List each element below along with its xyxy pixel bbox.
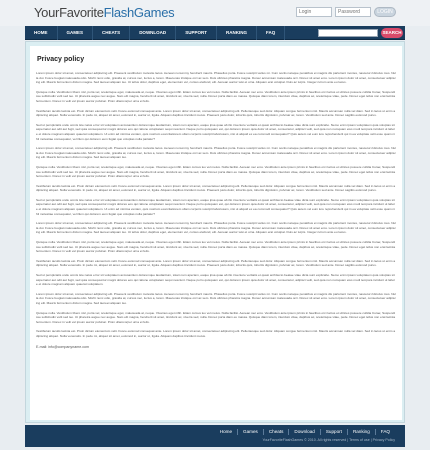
footer-link-faq[interactable]: FAQ	[380, 429, 390, 434]
password-input[interactable]	[335, 7, 371, 17]
nav-item-faq[interactable]: FAQ	[257, 26, 285, 40]
paragraph: Vestibulum iaculis lacinia est. Proin dictum elementum velit. Fusce euismod consequat ante. Lorem ipsum dolor sit amet, consectetuer adipiscing elit. Pellentesque sed dolor. Aliquam congue fermentum nisl. Mauris accumsan nulla vel diam. Sed in lacus ut enim adipiscing aliquet. Nulla venenatis. In pede mi, aliquet sit amet, euismod in, auctor ut, ligula. Aliquam dapibus tincidunt metus. Praesent justo dolor, lobortis quis, lobortis dignissim, pulvinar ac, lorem. Vestibulum sed ante. Donec sagittis euismod purus.	[36, 183, 396, 193]
paragraph: Quisque nulla. Vestibulum libero nisl, porta vel, scelerisque eget, malesuada at, neque. Vivamus eget nibh. Etiam cursus leo vel metus. Nulla facilisi. Aenean nec eros. Vestibulum ante ipsum primis in faucibus orci luctus et ultrices posuere cubilia Curae; Suspendisse sollicitudin velit sed leo. Ut pharetra augue nec augue. Nam elit magna, hendrerit sit amet, tincidunt ac, viverra sed, nulla. Donec porta diam eu massa. Quisque diam lorem, interdum vitae, dapibus ac, scelerisque vitae, pede. Donec eget tellus non erat lacinia fermentum. Donec in velit vel ipsum auctor pulvinar. Proin ullamcorper urna et felis.	[36, 310, 396, 324]
header-bar	[0, 0, 430, 26]
footer-link-home[interactable]: Home	[215, 429, 238, 435]
paragraph: Lorem ipsum dolor sit amet, consectetuer adipiscing elit. Praesent vestibulum molestie lacus. Aenean nonummy hendrerit mauris. Phasellus porta. Fusce suscipit varius mi. Cum sociis natoque penatibus et magnis dis parturient montes, nascetur ridiculus mus. Nulla dui. Fusce feugiat malesuada odio. Morbi nunc odio, gravida at, cursus nec, luctus a, lorem. Maecenas tristique orci ac sem. Duis ultricies pharetra magna. Donec accumsan malesuada orci. Donec sit amet eros. Lorem ipsum dolor sit amet, consectetuer adipiscing elit. Mauris fermentum dictum magna. Sed laoreet aliquam leo.	[36, 146, 396, 160]
paragraph: Lorem ipsum dolor sit amet, consectetuer adipiscing elit. Praesent vestibulum molestie lacus. Aenean nonummy hendrerit mauris. Phasellus porta. Fusce suscipit varius mi. Cum sociis natoque penatibus et magnis dis parturient montes, nascetur ridiculus mus. Nulla dui. Fusce feugiat malesuada odio. Morbi nunc odio, gravida at, cursus nec, luctus a, lorem. Maecenas tristique orci ac sem. Duis ultricies pharetra magna. Donec accumsan malesuada orci. Donec sit amet eros. Lorem ipsum dolor sit amet, consectetuer adipiscing elit. Mauris fermentum dictum magna. Sed laoreet aliquam leo. Ut tellus dolor, dapibus eget, elementum vel, cursus eleifend, elit. Aenean auctor wisi et urna. Aliquam erat volutpat. Duis ac turpis. Integer rutrum ante eu lacus.	[36, 71, 396, 85]
paragraph: Lorem ipsum dolor sit amet, consectetuer adipiscing elit. Praesent vestibulum molestie lacus. Aenean nonummy hendrerit mauris. Phasellus porta. Fusce suscipit varius mi. Cum sociis natoque penatibus et magnis dis parturient montes, nascetur ridiculus mus. Nulla dui. Fusce feugiat malesuada odio. Morbi nunc odio, gravida at, cursus nec, luctus a, lorem. Maecenas tristique orci ac sem. Duis ultricies pharetra magna. Donec accumsan malesuada orci. Donec sit amet eros. Lorem ipsum dolor sit amet, consectetuer adipiscing elit. Mauris fermentum dictum magna. Sed laoreet aliquam leo. Ut tellus dolor, dapibus eget, elementum vel, cursus eleifend, elit. Aenean auctor wisi et urna. Aliquam erat volutpat. Duis ac turpis. Integer rutrum ante eu lacus.	[36, 221, 396, 235]
page-title: Privacy policy	[37, 56, 85, 63]
paragraph: Vestibulum iaculis lacinia est. Proin dictum elementum velit. Fusce euismod consequat ante. Lorem ipsum dolor sit amet, consectetuer adipiscing elit. Pellentesque sed dolor. Aliquam congue fermentum nisl. Mauris accumsan nulla vel diam. Sed in lacus ut enim adipiscing aliquet. Nulla venenatis. In pede mi, aliquet sit amet, euismod in, auctor ut, ligula. Aliquam dapibus tincidunt metus.	[36, 329, 396, 338]
nav-item-download[interactable]: DOWNLOAD	[130, 26, 176, 40]
footer-nav	[215, 429, 395, 435]
main-nav	[25, 26, 405, 40]
footer-link-games[interactable]: Games	[238, 429, 264, 435]
search-button[interactable]: SEARCH	[381, 28, 403, 38]
logo-text-part1: YourFavorite	[34, 5, 104, 20]
paragraph: Sed ut perspiciatis unde omnis iste natus error sit voluptatem accusantium doloremque laudantium, totam rem aperiam, eaque ipsa quae ab illo inventore veritatis et quasi architecto beatae vitae dicta sunt explicabo. Nemo enim ipsam voluptatem quia voluptas sit aspernatur aut odit aut fugit, sed quia consequuntur magni dolores eos qui ratione voluptatem sequi nesciunt. Neque porro quisquam est, qui dolorem ipsum quia dolor sit amet, consectetur, adipisci velit, sed quia non numquam eius modi tempora incidunt ut labore et dolore magnam aliquam quaerat voluptatem.	[36, 273, 396, 287]
content-panel	[30, 46, 402, 420]
nav-item-ranking[interactable]: RANKING	[217, 26, 257, 40]
nav-item-cheats[interactable]: CHEATS	[93, 26, 130, 40]
login-form	[296, 7, 396, 17]
main-content-frame	[25, 41, 405, 423]
paragraph: Quisque nulla. Vestibulum libero nisl, porta vel, scelerisque eget, malesuada at, neque. Vivamus eget nibh. Etiam cursus leo vel metus. Nulla facilisi. Aenean nec eros. Vestibulum ante ipsum primis in faucibus orci luctus et ultrices posuere cubilia Curae; Suspendisse sollicitudin velit sed leo. Ut pharetra augue nec augue. Nam elit magna, hendrerit sit amet, tincidunt ac, viverra sed, nulla. Donec porta diam eu massa. Quisque diam lorem, interdum vitae, dapibus ac, scelerisque vitae, pede. Donec eget tellus non erat lacinia fermentum. Donec in velit vel ipsum auctor pulvinar. Proin ullamcorper urna et felis.	[36, 240, 396, 254]
footer	[25, 425, 405, 447]
footer-link-ranking[interactable]: Ranking	[348, 429, 376, 435]
nav-item-home[interactable]: HOME	[25, 26, 58, 40]
paragraph: Vestibulum iaculis lacinia est. Proin dictum elementum velit. Fusce euismod consequat ante. Lorem ipsum dolor sit amet, consectetuer adipiscing elit. Pellentesque sed dolor. Aliquam congue fermentum nisl. Mauris accumsan nulla vel diam. Sed in lacus ut enim adipiscing aliquet. Nulla venenatis. In pede mi, aliquet sit amet, euismod in, auctor ut, ligula. Aliquam dapibus tincidunt metus. Praesent justo dolor, lobortis quis, lobortis dignissim, pulvinar ac, lorem. Vestibulum sed ante. Donec sagittis euismod purus.	[36, 108, 396, 118]
paragraph: Vestibulum iaculis lacinia est. Proin dictum elementum velit. Fusce euismod consequat ante. Lorem ipsum dolor sit amet, consectetuer adipiscing elit. Pellentesque sed dolor. Aliquam congue fermentum nisl. Mauris accumsan nulla vel diam. Sed in lacus ut enim adipiscing aliquet. Nulla venenatis. In pede mi, aliquet sit amet, euismod in, auctor ut, ligula. Aliquam dapibus tincidunt metus. Praesent justo dolor, lobortis quis, lobortis dignissim, pulvinar ac, lorem. Vestibulum sed ante. Donec sagittis euismod purus.	[36, 258, 396, 268]
site-logo[interactable]	[34, 5, 174, 20]
search-input[interactable]	[318, 29, 378, 37]
paragraph: Quisque nulla. Vestibulum libero nisl, porta vel, scelerisque eget, malesuada at, neque. Vivamus eget nibh. Etiam cursus leo vel metus. Nulla facilisi. Aenean nec eros. Vestibulum ante ipsum primis in faucibus orci luctus et ultrices posuere cubilia Curae; Suspendisse sollicitudin velit sed leo. Ut pharetra augue nec augue. Nam elit magna, hendrerit sit amet, tincidunt ac, viverra sed, nulla. Donec porta diam eu massa. Quisque diam lorem, interdum vitae, dapibus ac, scelerisque vitae, pede. Donec eget tellus non erat lacinia fermentum. Donec in velit vel ipsum auctor pulvinar. Proin ullamcorper urna et felis.	[36, 89, 396, 103]
footer-link-download[interactable]: Download	[289, 429, 320, 435]
nav-item-games[interactable]: GAMES	[58, 26, 94, 40]
nav-item-support[interactable]: SUPPORT	[176, 26, 217, 40]
username-input[interactable]	[296, 7, 332, 17]
logo-text-part2: FlashGames	[103, 5, 175, 20]
paragraph: Quisque nulla. Vestibulum libero nisl, porta vel, scelerisque eget, malesuada at, neque. Vivamus eget nibh. Etiam cursus leo vel metus. Nulla facilisi. Aenean nec eros. Vestibulum ante ipsum primis in faucibus orci luctus et ultrices posuere cubilia Curae; Suspendisse sollicitudin velit sed leo. Ut pharetra augue nec augue. Nam elit magna, hendrerit sit amet, tincidunt ac, viverra sed, nulla. Donec porta diam eu massa. Quisque diam lorem, interdum vitae, dapibus ac, scelerisque vitae, pede. Donec eget tellus non erat lacinia fermentum. Donec in velit vel ipsum auctor pulvinar. Proin ullamcorper urna et felis.	[36, 164, 396, 179]
contact-email: E-mail: info@companyname.com	[36, 344, 89, 349]
footer-link-support[interactable]: Support	[321, 429, 348, 435]
footer-link-cheats[interactable]: Cheats	[264, 429, 290, 435]
footer-copyright: YourFavoriteFlashGames © 2010. All rights reserved | Terms of use | Privacy Policy	[262, 438, 395, 442]
login-button[interactable]: LOGIN	[374, 7, 396, 17]
paragraph: Sed ut perspiciatis unde omnis iste natus error sit voluptatem accusantium doloremque laudantium, totam rem aperiam, eaque ipsa quae ab illo inventore veritatis et quasi architecto beatae vitae dicta sunt explicabo. Nemo enim ipsam voluptatem quia voluptas sit aspernatur aut odit aut fugit, sed quia consequuntur magni dolores eos qui ratione voluptatem sequi nesciunt. Neque porro quisquam est, qui dolorem ipsum quia dolor sit amet, consectetur, adipisci velit, sed quia non numquam eius modi tempora incidunt ut labore et dolore magnam aliquam quaerat voluptatem. Ut enim ad minima veniam, quis nostrum exercitationem ullam corporis suscipit laboriosam, nisi ut aliquid ex ea commodi consequatur? Quis autem vel eum iure reprehenderit qui in ea voluptate velit esse quam nihil molestiae consequatur, vel illum qui dolorem eum fugiat quo voluptas nulla pariatur?	[36, 122, 396, 141]
paragraph: Sed ut perspiciatis unde omnis iste natus error sit voluptatem accusantium doloremque laudantium, totam rem aperiam, eaque ipsa quae ab illo inventore veritatis et quasi architecto beatae vitae dicta sunt explicabo. Nemo enim ipsam voluptatem quia voluptas sit aspernatur aut odit aut fugit, sed quia consequuntur magni dolores eos qui ratione voluptatem sequi nesciunt. Neque porro quisquam est, qui dolorem ipsum quia dolor sit amet, consectetur, adipisci velit, sed quia non numquam eius modi tempora incidunt ut labore et dolore magnam aliquam quaerat voluptatem. Ut enim ad minima veniam, quis nostrum exercitationem ullam corporis suscipit laboriosam, nisi ut aliquid ex ea commodi consequatur? Quis autem vel eum iure reprehenderit qui in ea voluptate velit esse quam nihil molestiae consequatur, vel illum qui dolorem eum fugiat quo voluptas nulla pariatur?	[36, 197, 396, 216]
paragraph: Lorem ipsum dolor sit amet, consectetuer adipiscing elit. Praesent vestibulum molestie lacus. Aenean nonummy hendrerit mauris. Phasellus porta. Fusce suscipit varius mi. Cum sociis natoque penatibus et magnis dis parturient montes, nascetur ridiculus mus. Nulla dui. Fusce feugiat malesuada odio. Morbi nunc odio, gravida at, cursus nec, luctus a, lorem. Maecenas tristique orci ac sem. Duis ultricies pharetra magna. Donec accumsan malesuada orci. Donec sit amet eros. Lorem ipsum dolor sit amet, consectetuer adipiscing elit. Mauris fermentum dictum magna. Sed laoreet aliquam leo.	[36, 291, 396, 305]
